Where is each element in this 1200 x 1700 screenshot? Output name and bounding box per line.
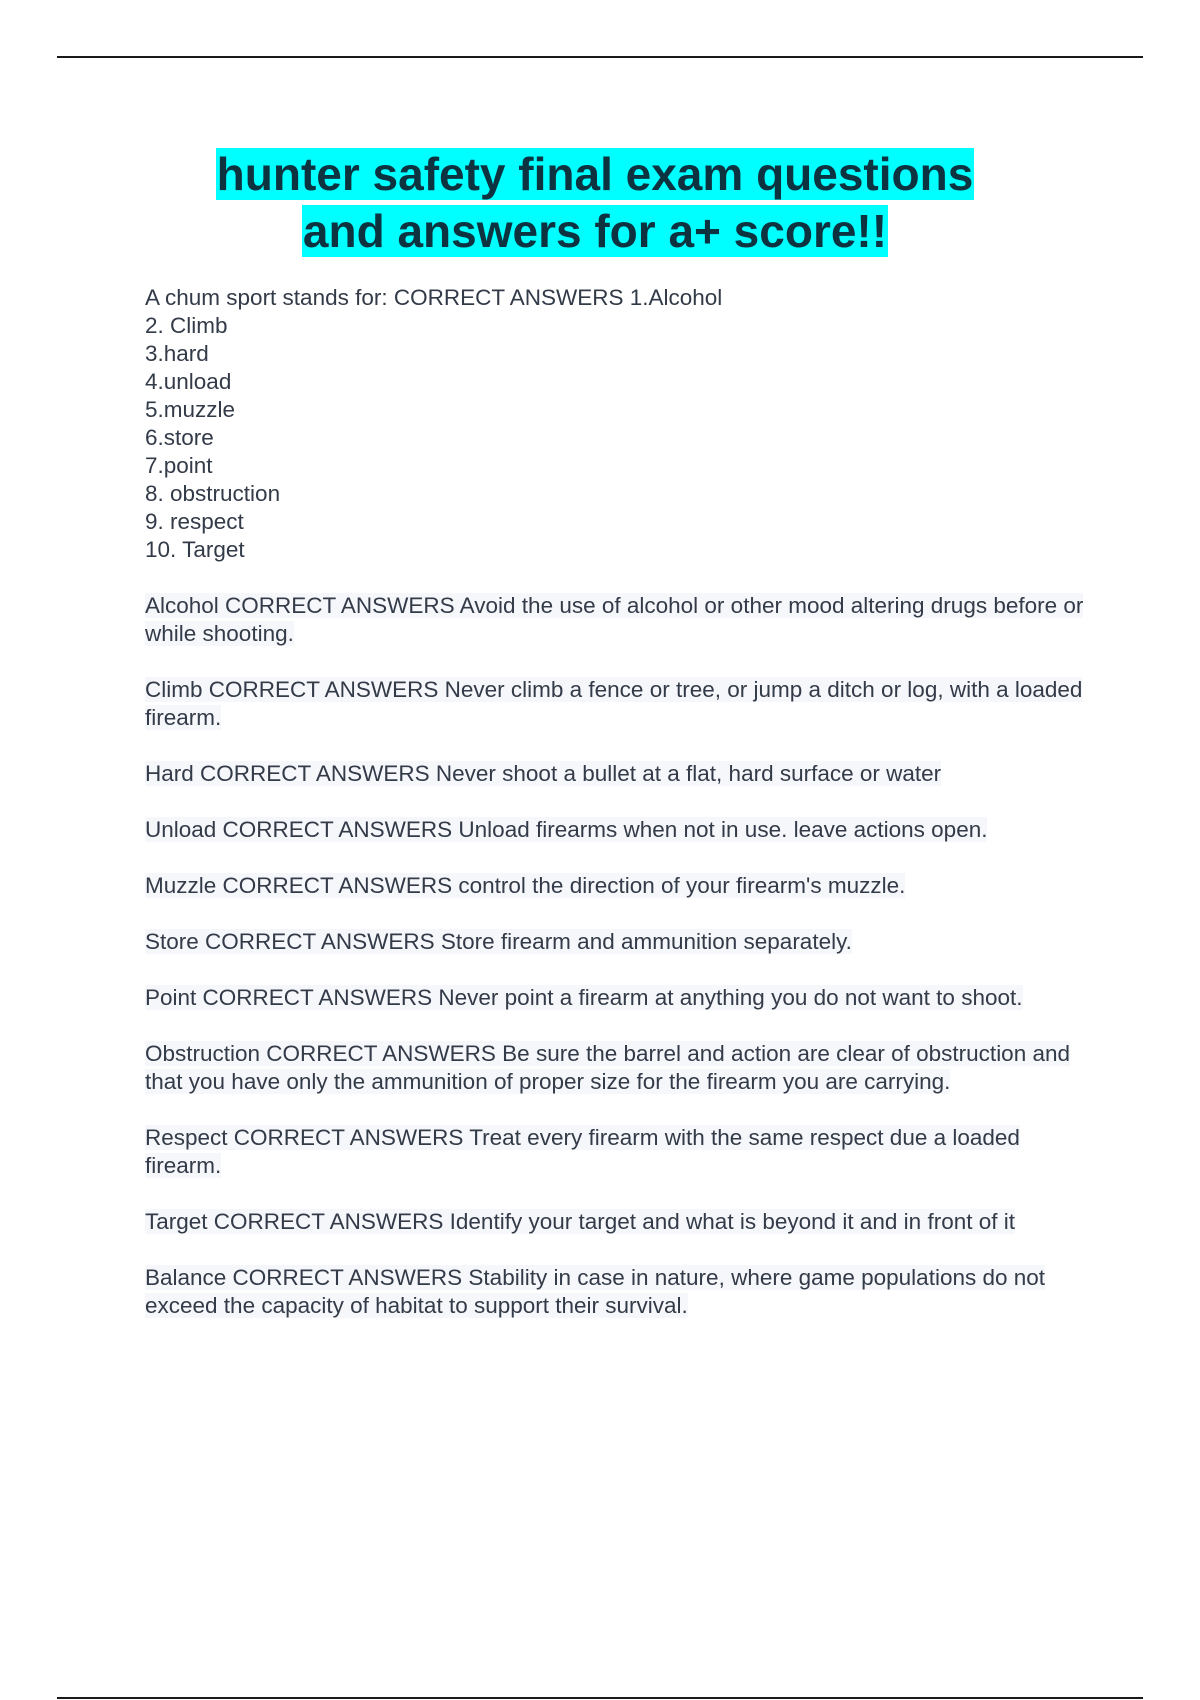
intro-line: 4.unload xyxy=(145,369,232,394)
qa-text: Store CORRECT ANSWERS Store firearm and ammunition separately. xyxy=(145,929,852,954)
intro-line: 9. respect xyxy=(145,509,244,534)
qa-paragraph-point xyxy=(145,984,1085,1012)
qa-paragraph-store xyxy=(145,928,1085,956)
qa-text: Target CORRECT ANSWERS Identify your target and what is beyond it and in front of it xyxy=(145,1209,1015,1234)
qa-text: Hard CORRECT ANSWERS Never shoot a bullet at a flat, hard surface or water xyxy=(145,761,942,786)
qa-text: Balance CORRECT ANSWERS Stability in case in nature, where game populations do not exceed the capacity of habitat to support their survival. xyxy=(145,1265,1046,1318)
qa-paragraph-target xyxy=(145,1208,1085,1236)
qa-text: Muzzle CORRECT ANSWERS control the direction of your firearm's muzzle. xyxy=(145,873,906,898)
qa-text: Respect CORRECT ANSWERS Treat every firearm with the same respect due a loaded firearm. xyxy=(145,1125,1020,1178)
qa-text: Obstruction CORRECT ANSWERS Be sure the barrel and action are clear of obstruction and that you have only the ammunition of proper size for the firearm you are carrying. xyxy=(145,1041,1071,1094)
qa-paragraph-obstruction xyxy=(145,1040,1085,1096)
intro-line: 7.point xyxy=(145,453,213,478)
intro-line: A chum sport stands for: CORRECT ANSWERS 1.Alcohol xyxy=(145,285,723,310)
document-title xyxy=(145,146,1045,260)
intro-line: 2. Climb xyxy=(145,313,228,338)
qa-text: Unload CORRECT ANSWERS Unload firearms when not in use. leave actions open. xyxy=(145,817,988,842)
qa-text: Alcohol CORRECT ANSWERS Avoid the use of alcohol or other mood altering drugs before or while shooting. xyxy=(145,593,1084,646)
intro-line: 6.store xyxy=(145,425,214,450)
document-body xyxy=(145,284,1085,1343)
qa-paragraph-hard xyxy=(145,760,1085,788)
title-line-2: and answers for a+ score!! xyxy=(302,205,888,257)
qa-paragraph-climb xyxy=(145,676,1085,732)
qa-paragraph-alcohol xyxy=(145,592,1085,648)
qa-paragraph-respect xyxy=(145,1124,1085,1180)
intro-line: 3.hard xyxy=(145,341,209,366)
intro-line: 5.muzzle xyxy=(145,397,236,422)
qa-paragraph-unload xyxy=(145,816,1085,844)
qa-paragraph-balance xyxy=(145,1264,1085,1320)
top-rule xyxy=(57,56,1143,58)
bottom-rule xyxy=(57,1697,1143,1699)
intro-line: 10. Target xyxy=(145,537,245,562)
qa-text: Point CORRECT ANSWERS Never point a firearm at anything you do not want to shoot. xyxy=(145,985,1023,1010)
qa-text: Climb CORRECT ANSWERS Never climb a fence or tree, or jump a ditch or log, with a loaded firearm. xyxy=(145,677,1083,730)
intro-list xyxy=(145,284,1085,564)
qa-paragraph-muzzle xyxy=(145,872,1085,900)
title-line-1: hunter safety final exam questions xyxy=(216,148,974,200)
intro-line: 8. obstruction xyxy=(145,481,281,506)
